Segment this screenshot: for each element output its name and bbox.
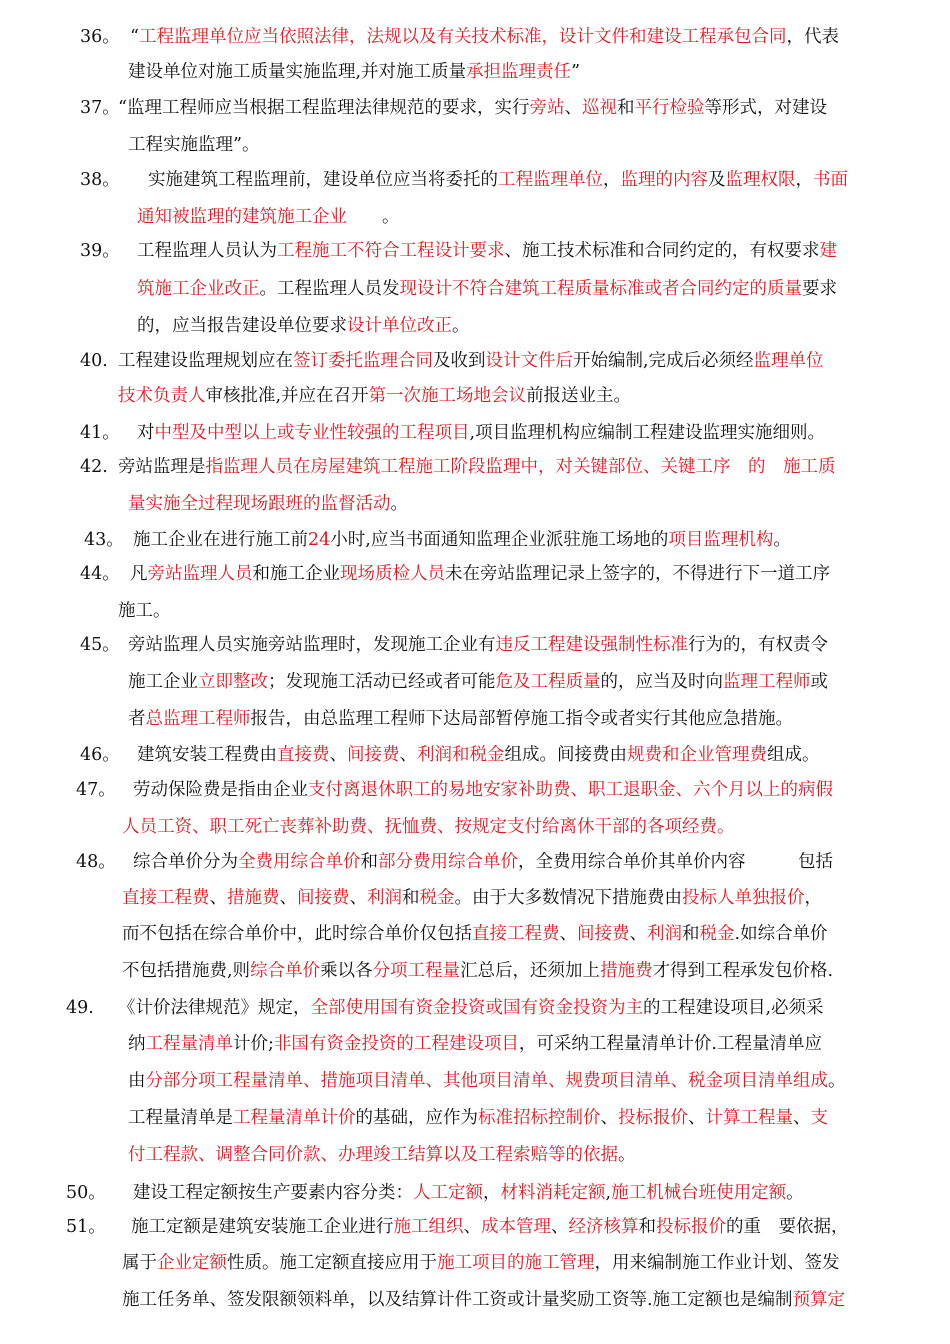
text-segment: “监理工程师应当根据工程监理法律规范的要求，实行 — [118, 98, 530, 118]
highlighted-text: 监理工程师 — [723, 672, 811, 692]
text-segment: 乘以各 — [320, 961, 373, 981]
item-number: 46。 — [80, 745, 120, 765]
text-segment: 纳 — [128, 1034, 146, 1054]
highlighted-text: 监理单位 — [753, 351, 824, 371]
text-segment: 、施工技术标准和合同约定的，有权要求 — [504, 241, 820, 261]
text-segment: 、 — [399, 745, 417, 765]
text-segment: 。 — [773, 530, 791, 550]
highlighted-text: 直接工程费 — [472, 924, 560, 944]
highlighted-text: 工程量清单计价 — [233, 1108, 356, 1128]
highlighted-text: 指监理人员在房屋建筑工程施工阶段监理中，对关键部位、关键工序 的 施工质 — [205, 457, 836, 477]
highlighted-text: 利润和税金 — [417, 745, 505, 765]
text-segment: ，可采纳工程量清单计价.工程量清单应 — [518, 1034, 822, 1054]
highlighted-text: 立即整改 — [198, 672, 268, 692]
highlighted-text: 通知被监理的建筑施工企业 — [137, 207, 347, 227]
highlighted-text: 投标报价 — [618, 1108, 688, 1128]
text-segment: 者 — [128, 709, 146, 729]
item-number: 42. — [80, 457, 108, 477]
text-line — [118, 997, 824, 1019]
highlighted-text: 措施费 — [600, 961, 653, 981]
text-line — [118, 600, 171, 622]
text-segment: 性质。施工定额直接应用于 — [227, 1253, 437, 1273]
text-segment: 的重 要依据， — [726, 1217, 849, 1237]
highlighted-text: 建 — [819, 241, 837, 261]
text-line — [128, 1107, 828, 1129]
highlighted-text: 现场质检人员 — [340, 564, 445, 584]
text-segment: 组成。间接费由 — [504, 745, 627, 765]
highlighted-text: 付工程款、调整合同价款、办理竣工结算以及工程索赔等的依据 — [128, 1145, 618, 1165]
text-segment: .如综合单价 — [734, 924, 828, 944]
highlighted-text: 旁站 — [529, 98, 565, 118]
text-segment: 、 — [629, 924, 647, 944]
highlighted-text: 设计文件后 — [485, 351, 573, 371]
text-segment: 计价; — [233, 1034, 274, 1054]
highlighted-text: 人员工资、职工死亡丧葬补助费、抚恤费、按规定支付给离休干部的各项经费。 — [122, 817, 735, 837]
text-segment: 、 — [209, 888, 227, 908]
text-line — [137, 422, 825, 444]
text-segment: 施工企业 — [128, 672, 198, 692]
text-line — [137, 315, 470, 337]
text-line — [128, 671, 828, 693]
text-line — [130, 563, 830, 585]
item-number: 41。 — [80, 423, 120, 443]
highlighted-text: 危及工程质量 — [495, 672, 601, 692]
text-segment: 和 — [402, 888, 420, 908]
highlighted-text: 投标人单独报价 — [682, 888, 805, 908]
text-line — [122, 1289, 845, 1311]
text-segment: 及收到 — [433, 351, 486, 371]
text-segment: 工程实施监理”。 — [128, 135, 260, 155]
text-line — [122, 887, 822, 909]
highlighted-text: 全部使用国有资金投资或国有资金投资为主 — [310, 998, 643, 1018]
text-line — [128, 493, 408, 515]
text-segment: 工程量清单是 — [128, 1108, 233, 1128]
highlighted-text: 工程监理单位应当依照法律，法规以及有关技术标准，设计文件和建设工程承包合同 — [138, 27, 787, 47]
text-segment: 综合单价分为 — [133, 852, 238, 872]
text-line — [128, 634, 828, 656]
text-line — [133, 1182, 804, 1204]
highlighted-text: 分项工程量 — [372, 961, 461, 981]
highlighted-text: 分部分项工程量清单、措施项目清单、其他项目清单、规费项目清单、税金项目清单组成 — [145, 1071, 828, 1091]
highlighted-text: 施工组织 — [393, 1217, 464, 1237]
text-segment: 旁站监理人员实施旁站监理时，发现施工企业有 — [128, 635, 496, 655]
text-segment: 的，应当报告建设单位要求 — [137, 316, 347, 336]
text-segment: 、 — [600, 1108, 618, 1128]
text-segment: 、 — [279, 888, 297, 908]
highlighted-text: 巡视 — [581, 98, 617, 118]
highlighted-text: 工程施工不符合工程设计要求 — [277, 241, 505, 261]
text-segment: 和 — [682, 924, 700, 944]
text-line — [131, 1216, 849, 1238]
highlighted-text: 直接工程费 — [122, 888, 210, 908]
text-segment: 施工。 — [118, 601, 171, 621]
highlighted-text: 部分费用综合单价 — [378, 852, 518, 872]
text-segment: 建筑安装工程费由 — [137, 745, 277, 765]
text-segment: ” — [571, 62, 581, 82]
highlighted-text: 投标报价 — [656, 1217, 726, 1237]
text-segment: 工程建设监理规划应在 — [118, 351, 293, 371]
text-segment: 和 — [638, 1217, 656, 1237]
highlighted-text: 筑施工企业改正 — [137, 279, 260, 299]
item-number: 44。 — [80, 564, 120, 584]
highlighted-text: 非国有资金投资的工程建设项目 — [273, 1034, 519, 1054]
text-segment: 和 — [360, 852, 378, 872]
text-line — [130, 26, 839, 48]
text-line — [128, 1033, 822, 1055]
item-number: 49. — [66, 998, 94, 1018]
item-number: 40. — [80, 351, 108, 371]
highlighted-text: 监理权限 — [725, 170, 796, 190]
highlighted-text: 技术负责人 — [118, 386, 206, 406]
text-line — [137, 278, 837, 300]
text-line — [137, 240, 837, 262]
text-line — [128, 134, 259, 156]
item-number: 38。 — [80, 170, 120, 190]
text-segment: 开始编制,完成后必须经 — [573, 351, 754, 371]
text-segment: 、 — [329, 745, 347, 765]
text-segment: ， — [603, 170, 621, 190]
item-number: 36。 — [80, 27, 120, 47]
text-line — [118, 97, 827, 119]
text-segment: 。 — [828, 1071, 846, 1091]
text-segment: 行为的，有权责令 — [688, 635, 828, 655]
highlighted-text: 成本管理 — [481, 1217, 551, 1237]
text-line — [128, 708, 793, 730]
text-segment: 《计价法律规范》规定， — [118, 998, 311, 1018]
text-segment: 建设工程定额按生产要素内容分类： — [133, 1183, 413, 1203]
highlighted-text: 标准招标控制价 — [478, 1108, 601, 1128]
text-segment: 或 — [810, 672, 828, 692]
text-segment: 不包括措施费,则 — [122, 961, 251, 981]
text-line — [122, 816, 735, 838]
text-segment: 而不包括在综合单价中，此时综合单价仅包括 — [122, 924, 472, 944]
highlighted-text: 施工机械台班使用定额 — [611, 1183, 787, 1203]
text-line — [128, 1070, 846, 1092]
item-number: 50。 — [66, 1183, 106, 1203]
text-segment: 。 — [618, 1145, 636, 1165]
text-segment: 和施工企业 — [252, 564, 340, 584]
highlighted-text: 支 — [810, 1108, 828, 1128]
text-line — [122, 960, 833, 982]
text-segment: 小时,应当书面通知监理企业派驻施工场地的 — [330, 530, 669, 550]
highlighted-text: 企业定额 — [157, 1253, 227, 1273]
text-line — [118, 350, 824, 372]
item-number: 43。 — [84, 530, 124, 550]
text-segment: 才得到工程承发包价格. — [652, 961, 834, 981]
text-segment: 。 — [347, 207, 400, 227]
highlighted-text: 利润 — [647, 924, 682, 944]
highlighted-text: 24 — [308, 530, 331, 550]
highlighted-text: 间接费 — [297, 888, 350, 908]
text-segment: 由 — [128, 1071, 146, 1091]
text-segment: 未在旁站监理记录上签字的，不得进行下一道工序 — [445, 564, 830, 584]
text-segment: 前报送业主。 — [526, 386, 632, 406]
highlighted-text: 材料消耗定额 — [500, 1183, 606, 1203]
highlighted-text: 监理的内容 — [620, 170, 708, 190]
text-segment: ,项目监理机构应编制工程建设监理实施细则。 — [469, 423, 826, 443]
item-number: 39。 — [80, 241, 120, 261]
text-line — [137, 744, 820, 766]
text-line — [118, 456, 836, 478]
highlighted-text: 税金 — [699, 924, 735, 944]
text-segment: 的基础，应作为 — [355, 1108, 478, 1128]
highlighted-text: 规费和企业管理费 — [627, 745, 767, 765]
highlighted-text: 利润 — [367, 888, 402, 908]
text-segment: 。由于大多数情况下措施费由 — [454, 888, 682, 908]
text-segment: 。 — [390, 494, 408, 514]
text-segment: 劳动保险费是指由企业 — [133, 780, 308, 800]
text-segment: ， — [795, 170, 813, 190]
text-segment: 。 — [786, 1183, 804, 1203]
highlighted-text: 旁站监理人员 — [147, 564, 253, 584]
highlighted-text: 工程量清单 — [145, 1034, 233, 1054]
text-line — [122, 1252, 840, 1274]
highlighted-text: 中型及中型以上或专业性较强的工程项目 — [154, 423, 470, 443]
item-number: 37。 — [80, 98, 120, 118]
text-segment: 的，应当及时向 — [600, 672, 723, 692]
text-segment: 实施建筑工程监理前，建设单位应当将委托的 — [148, 170, 498, 190]
item-number: 45。 — [80, 635, 120, 655]
highlighted-text: 平行检验 — [634, 98, 705, 118]
highlighted-text: 工程监理单位 — [498, 170, 603, 190]
text-segment: 对 — [137, 423, 155, 443]
text-line — [133, 779, 833, 801]
text-segment: 旁站监理是 — [118, 457, 206, 477]
highlighted-text: 承担监理责任 — [466, 62, 572, 82]
highlighted-text: 计算工程量 — [705, 1108, 793, 1128]
text-segment: 和 — [616, 98, 635, 118]
text-segment: 施工定额是建筑安装施工企业进行 — [131, 1217, 394, 1237]
highlighted-text: 间接费 — [577, 924, 630, 944]
text-segment: 。 — [452, 316, 470, 336]
text-segment: 汇总后，还须加上 — [460, 961, 601, 981]
text-segment: 凡 — [130, 564, 148, 584]
text-line — [133, 529, 791, 551]
highlighted-text: 现设计不符合建筑工程质量标准或者合同约定的质量 — [399, 279, 802, 299]
text-line — [137, 206, 400, 228]
text-segment: 、 — [551, 1217, 569, 1237]
text-line — [118, 385, 631, 407]
highlighted-text: 人工定额 — [413, 1183, 483, 1203]
highlighted-text: 量实施全过程现场跟班的监督活动 — [128, 494, 391, 514]
text-segment: 组成。 — [767, 745, 820, 765]
highlighted-text: 税金 — [419, 888, 455, 908]
text-line — [128, 1144, 636, 1166]
text-line — [122, 923, 828, 945]
highlighted-text: 签订委托监理合同 — [293, 351, 433, 371]
text-segment: 工程监理人员认为 — [137, 241, 277, 261]
highlighted-text: 设计单位改正 — [347, 316, 452, 336]
highlighted-text: 总监理工程师 — [145, 709, 251, 729]
text-segment: 要求 — [802, 279, 837, 299]
text-segment: 的工程建设项目,必须采 — [643, 998, 824, 1018]
highlighted-text: 直接费 — [277, 745, 330, 765]
text-line — [128, 61, 580, 83]
highlighted-text: 预算定 — [792, 1290, 846, 1310]
text-segment: 审核批准,并应在召开 — [205, 386, 369, 406]
highlighted-text: 项目监理机构 — [668, 530, 774, 550]
highlighted-text: 违反工程建设强制性标准 — [495, 635, 688, 655]
text-segment: “ — [130, 27, 139, 47]
text-segment: 、 — [559, 924, 577, 944]
text-segment: 及 — [708, 170, 726, 190]
highlighted-text: 第一次施工场地会议 — [368, 386, 527, 406]
highlighted-text: 综合单价 — [250, 961, 321, 981]
text-segment: , — [605, 1183, 612, 1203]
text-line — [133, 851, 833, 873]
text-segment: 施工企业在进行施工前 — [133, 530, 308, 550]
text-segment: 等形式，对建设 — [704, 98, 827, 118]
text-segment: 、 — [564, 98, 582, 118]
highlighted-text: 支付离退休职工的易地安家补助费、职工退职金、六个月以上的病假 — [308, 780, 833, 800]
text-segment: ；发现施工活动已经或者可能 — [268, 672, 496, 692]
text-segment: 报告，由总监理工程师下达局部暂停施工指令或者实行其他应急措施。 — [250, 709, 793, 729]
text-segment: 。工程监理人员发 — [259, 279, 400, 299]
text-segment: ， — [483, 1183, 501, 1203]
text-segment: 、 — [793, 1108, 811, 1128]
text-line — [148, 169, 848, 191]
highlighted-text: 经济核算 — [568, 1217, 639, 1237]
text-segment: ，代表 — [786, 27, 839, 47]
text-segment: 建设单位对施工质量实施监理,并对施工质量 — [128, 62, 467, 82]
text-segment: 属于 — [122, 1253, 157, 1273]
highlighted-text: 间接费 — [347, 745, 400, 765]
text-segment: ，用来编制施工作业计划、签发 — [594, 1253, 840, 1273]
item-number: 51。 — [66, 1217, 106, 1237]
text-segment: 施工任务单、签发限额领料单，以及结算计件工资或计量奖励工资等.施工定额也是编制 — [122, 1290, 793, 1310]
highlighted-text: 措施费 — [227, 888, 280, 908]
text-segment: 、 — [463, 1217, 481, 1237]
text-segment: 、 — [688, 1108, 706, 1128]
highlighted-text: 书面 — [813, 170, 848, 190]
highlighted-text: 全费用综合单价 — [238, 852, 361, 872]
text-segment: ，全费用综合单价其单价内容 包括 — [518, 852, 833, 872]
item-number: 48。 — [76, 852, 116, 872]
highlighted-text: 施工项目的施工管理 — [437, 1253, 595, 1273]
text-segment: 、 — [349, 888, 367, 908]
item-number: 47。 — [76, 780, 116, 800]
text-segment: ， — [804, 888, 822, 908]
